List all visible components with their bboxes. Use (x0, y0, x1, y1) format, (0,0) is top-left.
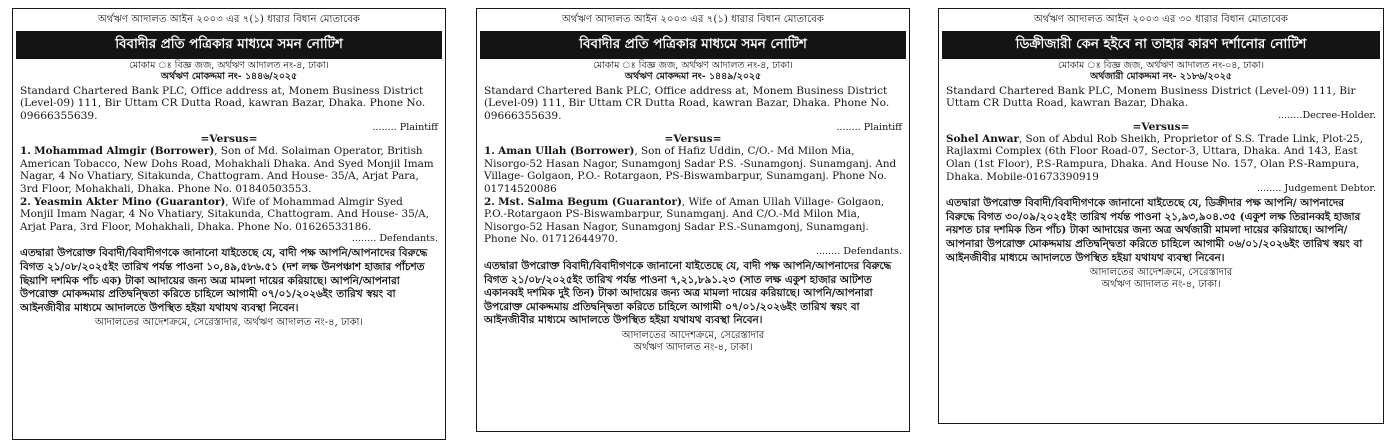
defendant-item (20, 145, 438, 195)
defendant-name: Mst. Salma Begum (Guarantor) (498, 195, 682, 208)
notice-2 (476, 8, 910, 432)
defendant-details: , Son of Hafiz Uddin, C/O.- Md Milon Mia, Nisorgo-52 Hasan Nagor, Sunamgonj Sadar P.S. -Sunamgonj. Sunamganj. And Village- Golgaon, P.O.- Rotargaon, PS-Biswambarpur, Sunamganj. Phone No. 01714520086 (484, 145, 897, 195)
notice-body: এতদ্বারা উপরোক্ত বিবাদী/বিবাদীগণকে জানানো যাইতেছে যে, ডিক্রীদার পক্ষ আপনি/ আপনাদের বিরুদ্ধে বিগত ৩০/০৯/২০২৫ইং তারিখ পর্যন্ত পাওনা ২১,৯৩,৯০৪.৩৫ (একুশ লক্ষ তিরানব্বই হাজার নয়শত চার দশমিক তিন পাঁচ) টাকা আদায়ের জন্য অত্র অর্থজারী মামলা দায়ের করিয়াছে। আপনি/আপনারা উপরোক্ত মোকদ্দমায় প্রতিদ্বন্দ্বিতা করিতে চাহিলে আগামী ০৬/০১/২০২৬ইং তারিখ স্বয়ং বা আইনজীবীর মাধ্যমে আদালতে উপস্থিত হইয়া যথাযথ ব্যবস্থা নিবেন। (946, 197, 1363, 264)
notice-header: অর্থঋণ আদালত আইন ২০০৩ এর ৭(১) ধারার বিধান মোতাবেক (561, 14, 825, 25)
order-court-line: অর্থঋণ আদালত নং-৪, ঢাকা। (633, 341, 753, 353)
versus-label: =Versus= (664, 133, 722, 146)
plaintiff-text: Standard Chartered Bank PLC, Office address at, Monem Business District (Level-09) 111, Bir Uttam CR Dutta Road, kawran Bazar, Dhaka. Phone No. 09666355639. (20, 85, 426, 122)
order-court-line: অর্থঋণ আদালত নং-৪, ঢাকা। (1101, 279, 1221, 291)
defendant-number: 1. (484, 145, 495, 158)
notice-title: বিবাদীর প্রতি পত্রিকার মাধ্যমে সমন নোটিশ (16, 31, 442, 59)
court-line: মোকাম ঃ বিজ্ঞ জজ, অর্থঋণ আদালত নং-০৪, ঢাকা। (1058, 60, 1264, 71)
plaintiff-text: Standard Chartered Bank PLC, Monem Business District (Level-09) 111, Bir Uttam CR Dutta Road, kawran Bazar, Dhaka. (946, 85, 1356, 110)
defendant-details: , Son of Md. Solaiman Operator, British American Tobacco, New Dohs Road, Mohakhali Dhaka. And Syed Monjil Imam Nagar, 4 No Vhatiary, Sitakunda, Chattogram. And House- 35/A, Arjat Para, 3rd Floor, Mohakhali, Dhaka. Phone No. 01840503553. (20, 145, 434, 195)
notice-title: ডিক্রীজারী কেন হইবে না তাহার কারণ দর্শানোর নোটিশ (942, 31, 1380, 59)
defendant-number: 1. (20, 145, 31, 158)
versus-label: =Versus= (200, 133, 258, 146)
defendant-details: , Wife of Aman Ullah Village- Golgaon, P.O.-Rotargaon PS-Biswambarpur, Sunamganj. And C/O.-Md Milon Mia, Nisorgo-52 Hasan Nagor, Sunamgonj Sadar P.S.-Sunamgonj, Sunamganj. Phone No. 01712644970. (484, 195, 885, 246)
defendant-item (946, 133, 1376, 183)
defendant-item (20, 196, 438, 234)
defendant-number: 2. (20, 195, 31, 208)
notice-header: অর্থঋণ আদালত আইন ২০০৩ এর ৩০ ধারার বিধান মোতাবেক (1033, 14, 1289, 25)
defendant-item (484, 145, 902, 195)
plaintiff-role: ........Decree-Holder. (1278, 109, 1376, 121)
versus-label: =Versus= (1132, 120, 1190, 133)
case-number: অর্থঋণ মোকদ্দমা নং- ১৪৪৯/২০২৫ (624, 71, 762, 82)
court-line: মোকাম ঃ বিজ্ঞ জজ, অর্থঋণ আদালত নং-৪, ঢাকা। (129, 60, 329, 71)
defendant-role: ........ Defendants. (815, 245, 902, 257)
notice-header: অর্থঋণ আদালত আইন ২০০৩ এর ৭(১) ধারার বিধান মোতাবেক (97, 14, 361, 25)
defendant-details: , Wife of Mohammad Almgir Syed Monjil Imam Nagar, 4 No Vhatiary, Sitakunda, Chattogram. And House- 35/A, Arjat Para, 3rd Floor, Mohakhali, Dhaka. Phone No. 01626533186. (20, 195, 429, 233)
notice-body: এতদ্বারা উপরোক্ত বিবাদী/বিবাদীগণকে জানানো যাইতেছে যে, বাদী পক্ষ আপনি/আপনাদের বিরুদ্ধে বিগত ২১/০৮/২০২৫ইং তারিখ পর্যন্ত পাওনা ৭,২১,৮৯১.২৩ (সাত লক্ষ একুশ হাজার আটশত একানব্বই দশমিক দুই তিন) টাকা আদায়ের জন্য অত্র মামলা দায়ের করিয়াছে। আপনি/আপনারা উপরোক্ত মোকদ্দমায় প্রতিদ্বন্দ্বিতা করিতে চাহিলে আগামী ০৭/০১/২০২৬ইং তারিখ স্বয়ং বা আইনজীবীর মাধ্যমে আদালতে উপস্থিত হইয়া যথাযথ ব্যবস্থা নিবেন। (484, 259, 892, 327)
defendant-name: Mohammad Almgir (Borrower) (34, 145, 215, 158)
defendant-role: ........ Defendants. (351, 233, 438, 245)
plaintiff-text: Standard Chartered Bank PLC, Office address at, Monem Business District (Level-09) 111, Bir Uttam CR Dutta Road, kawran Bazar, Dhaka. Phone No. 09666355639. (484, 85, 890, 122)
case-number: অর্থঋণ মোকদ্দমা নং- ১৪৪৬/২০২৫ (160, 71, 298, 82)
plaintiff-role: ........ Plaintiff (372, 122, 438, 134)
court-line: মোকাম ঃ বিজ্ঞ জজ, অর্থঋণ আদালত নং-৪, ঢাকা। (593, 60, 793, 71)
order-line: আদালতের আদেশক্রমে, সেরেস্তাদার, অর্থঋণ আদালত নং-৪, ঢাকা। (94, 317, 363, 329)
defendant-number: 2. (484, 195, 495, 208)
defendant-name: Sohel Anwar (946, 132, 1019, 145)
notice-body: এতদ্বারা উপরোক্ত বিবাদী/বিবাদীগণকে জানানো যাইতেছে যে, বাদী পক্ষ আপনি/আপনাদের বিরুদ্ধে বিগত ২১/০৮/২০২৫ইং তারিখ পর্যন্ত পাওনা ১০,৪৯,৫৮৬.৫১ (দশ লক্ষ উনপঞ্চাশ হাজার পাঁচশত ছিয়াশি দশমিক পাঁচ এক) টাকা আদায়ের জন্য অত্র মামলা দায়ের করিয়াছে। আপনি/আপনারা উপরোক্ত মোকদ্দমায় প্রতিদ্বন্দ্বিতা করিতে চাহিলে আগামী ০৭/০১/২০২৬ইং তারিখ স্বয়ং বা আইনজীবীর মাধ্যমে আদালতে উপস্থিত হইয়া যথাযথ ব্যবস্থা নিবেন। (20, 247, 428, 314)
order-line: আদালতের আদেশক্রমে, সেরেস্তাদার (621, 329, 765, 341)
plaintiff-role: ........ Plaintiff (836, 122, 902, 134)
defendant-name: Aman Ullah (Borrower) (498, 145, 635, 158)
order-line: আদালতের আদেশক্রমে, সেরেস্তাদার (1089, 267, 1233, 279)
case-number: অর্থজারী মোকদ্দমা নং- ২১৮৬/২০২৫ (1090, 71, 1232, 82)
notice-1 (12, 8, 446, 440)
notice-title: বিবাদীর প্রতি পত্রিকার মাধ্যমে সমন নোটিশ (480, 31, 906, 59)
defendant-details: , Son of Abdul Rob Sheikh, Proprietor of S.S. Trade Link, Plot-25, Rajlaxmi Complex (6th Floor Road-07, Sector-3, Uttara, Dhaka. And 143, East Olan (1st Floor), P.S-Rampura, Dhaka. And House No. 157, Olan P.S-Rampura, Dhaka. Mobile-01673390919 (946, 132, 1363, 183)
defendant-role: ........ Judgement Debtor. (1256, 183, 1376, 195)
notice-3 (938, 8, 1384, 424)
defendant-name: Yeasmin Akter Mino (Guarantor) (34, 195, 226, 208)
defendant-item (484, 196, 902, 246)
